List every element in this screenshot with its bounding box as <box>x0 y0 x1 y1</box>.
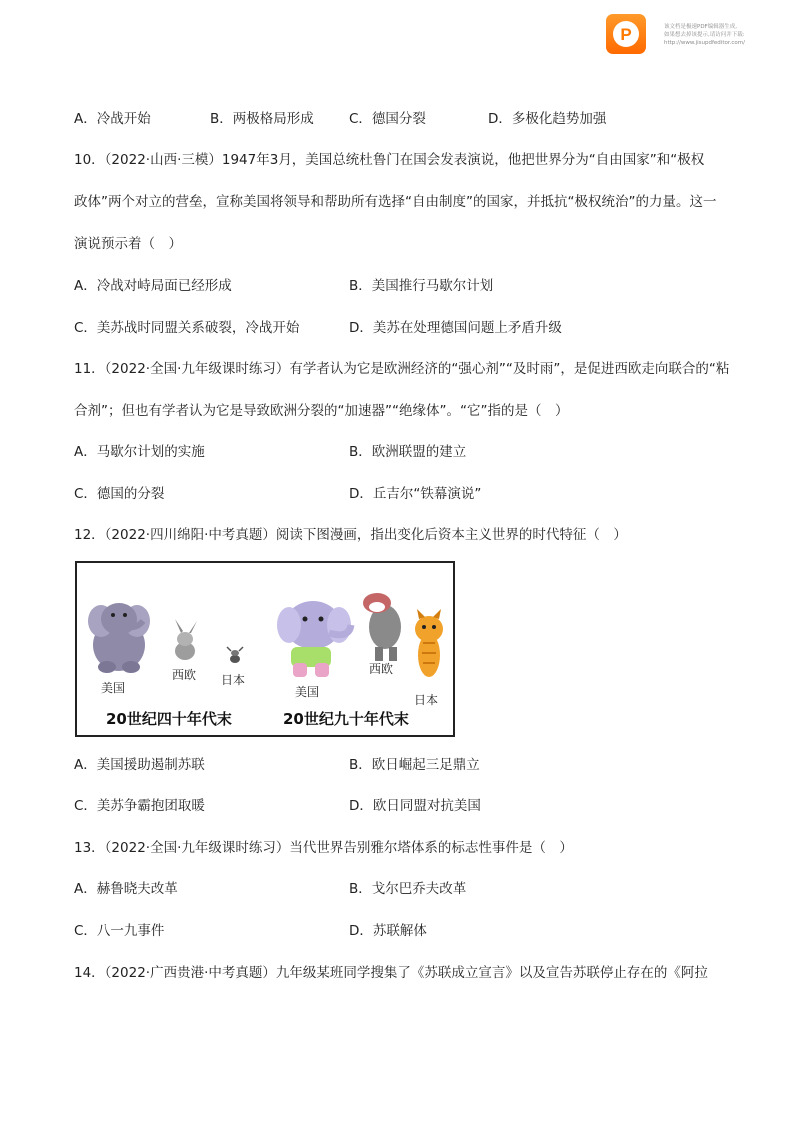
q10-option-d: D．美苏在处理德国问题上矛盾升级 <box>349 320 562 336</box>
q11-stem-line-1: 11．（2022·全国·九年级课时练习）有学者认为它是欧洲经济的“强心剂”“及时雨”，是促进西欧走向联合的“粘 <box>74 361 730 377</box>
q12-stem-line-1: 12．（2022·四川绵阳·中考真题）阅读下图漫画，指出变化后资本主义世界的时代特征（ ） <box>74 527 627 543</box>
cartoon-label-us-right: 美国 <box>295 685 320 699</box>
q13-option-c: C．八一九事件 <box>74 923 165 939</box>
elephant-large-icon <box>88 603 150 673</box>
cartoon-era-right: 20世纪九十年代末 <box>283 710 409 728</box>
watermark-line-2: 如果想去掉该提示,请访问并下载: <box>664 32 745 38</box>
q10-stem-line-2: 政体”两个对立的营垒，宣称美国将领导和帮助所有选择“自由制度”的国家，并抵抗“极权统治”的力量。这一 <box>74 194 717 210</box>
watermark-line-1: 该文档是极速PDF编辑器生成, <box>664 24 737 30</box>
pdf-editor-logo <box>606 14 646 54</box>
q9-option-b: B．两极格局形成 <box>210 111 314 127</box>
q11-option-d: D．丘吉尔“铁幕演说” <box>349 486 482 502</box>
cartoon-label-we-left: 西欧 <box>172 668 197 682</box>
elephant-cartoon-icon <box>277 601 351 677</box>
q11-option-c: C．德国的分裂 <box>74 486 165 502</box>
q12-option-d: D．欧日同盟对抗美国 <box>349 798 481 814</box>
q9-option-c: C．德国分裂 <box>349 111 426 127</box>
q10-stem-line-3: 演说预示着（ ） <box>74 236 182 252</box>
tiger-icon <box>415 609 443 677</box>
q14-stem-line-1: 14．（2022·广西贵港·中考真题）九年级某班同学搜集了《苏联成立宣言》以及宣告苏联停止存在的《阿拉 <box>74 965 708 981</box>
cartoon-label-jp-left: 日本 <box>221 673 246 687</box>
q11-option-b: B．欧洲联盟的建立 <box>349 444 467 460</box>
q12-option-c: C．美苏争霸抱团取暖 <box>74 798 205 814</box>
q10-option-a: A．冷战对峙局面已经形成 <box>74 278 232 294</box>
cartoon-era-left: 20世纪四十年代末 <box>106 710 232 728</box>
q10-stem-line-1: 10．（2022·山西·三模）1947年3月，美国总统杜鲁门在国会发表演说，他把世界分为“自由国家”和“极权 <box>74 152 705 168</box>
q11-stem-line-2: 合剂”；但也有学者认为它是导致欧洲分裂的“加速器”“绝缘体”。“它”指的是（ ） <box>74 403 569 419</box>
cartoon-label-we-right: 西欧 <box>369 662 394 676</box>
q12-option-a: A．美国援助遏制苏联 <box>74 757 205 773</box>
q10-option-c: C．美苏战时同盟关系破裂，冷战开始 <box>74 320 300 336</box>
cartoon-label-us-left: 美国 <box>101 681 126 695</box>
q13-option-a: A．赫鲁晓夫改革 <box>74 881 178 897</box>
rabbit-icon <box>175 619 197 660</box>
hippo-icon <box>363 593 401 661</box>
q12-option-b: B．欧日崛起三足鼎立 <box>349 757 480 773</box>
q9-option-d: D．多极化趋势加强 <box>488 111 607 127</box>
q9-option-a: A．冷战开始 <box>74 111 151 127</box>
q10-option-b: B．美国推行马歇尔计划 <box>349 278 494 294</box>
q13-stem-line-1: 13．（2022·全国·九年级课时练习）当代世界告别雅尔塔体系的标志性事件是（ ） <box>74 840 573 856</box>
p-letter-icon <box>606 14 646 54</box>
q11-option-a: A．马歇尔计划的实施 <box>74 444 205 460</box>
q13-option-d: D．苏联解体 <box>349 923 427 939</box>
watermark-link[interactable]: http://www.jisupdfeditor.com/ <box>664 40 745 46</box>
cartoon-label-jp-right: 日本 <box>414 693 439 707</box>
svg-text:P: P <box>620 25 632 44</box>
mouse-icon <box>227 647 243 663</box>
q12-cartoon <box>75 561 455 737</box>
q13-option-b: B．戈尔巴乔夫改革 <box>349 881 467 897</box>
